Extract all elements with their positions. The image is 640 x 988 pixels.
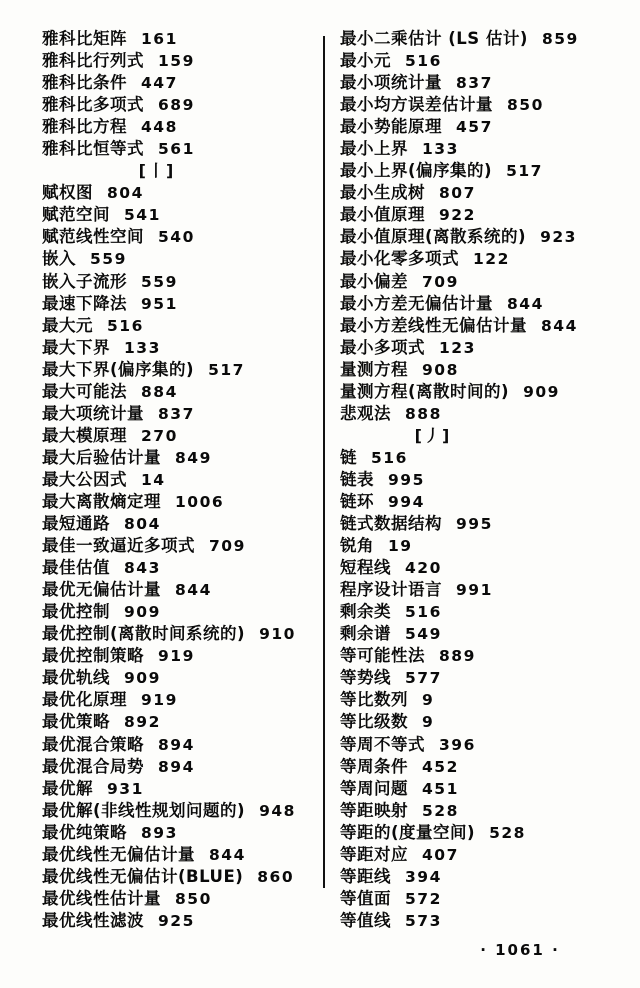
index-entry — [42, 557, 324, 579]
entry-page: 994 — [388, 492, 425, 511]
entry-term: 最小偏差 — [340, 271, 408, 291]
entry-term: 最小势能原理 — [340, 117, 442, 137]
entry-page: 931 — [107, 779, 144, 798]
entry-term: 最大元 — [42, 315, 93, 335]
entry-page: 849 — [175, 448, 212, 467]
entry-term: 赋范空间 — [42, 205, 110, 225]
entry-page: 541 — [124, 206, 161, 225]
entry-term: 等值面 — [340, 888, 391, 908]
index-entry — [340, 315, 622, 337]
entry-term: 最优策略 — [42, 712, 110, 732]
entry-page: 807 — [439, 184, 476, 203]
entry-term: 最小生成树 — [340, 183, 425, 203]
index-entry — [340, 116, 622, 138]
index-entry — [340, 734, 622, 756]
entry-term: 链表 — [340, 469, 374, 489]
index-entry — [340, 623, 622, 645]
entry-page: 850 — [507, 96, 544, 115]
index-entry — [42, 910, 324, 932]
entry-page: 572 — [405, 889, 442, 908]
entry-term: 等距对应 — [340, 844, 408, 864]
entry-page: 909 — [523, 382, 560, 401]
index-entry — [340, 381, 622, 403]
entry-term: 最优无偏估计量 — [42, 580, 161, 600]
index-entry — [340, 359, 622, 381]
index-entry — [42, 182, 324, 204]
entry-term: 最大后验估计量 — [42, 447, 161, 467]
index-entry — [42, 513, 324, 535]
entry-term: 最小值原理(离散系统的) — [340, 227, 527, 247]
index-entry — [340, 513, 622, 535]
entry-term: 等距映射 — [340, 800, 408, 820]
entry-term: 雅科比矩阵 — [42, 29, 127, 48]
index-entry — [42, 315, 324, 337]
entry-page: 804 — [124, 515, 161, 534]
entry-term: 量测方程 — [340, 359, 408, 379]
index-entry — [340, 822, 622, 844]
entry-page: 448 — [141, 118, 178, 137]
entry-term: 最优线性估计量 — [42, 888, 161, 908]
entry-term: 最优控制策略 — [42, 646, 144, 666]
entry-page: 528 — [489, 823, 526, 842]
index-entry — [340, 337, 622, 359]
entry-page: 844 — [541, 316, 578, 335]
entry-page: 517 — [506, 162, 543, 181]
entry-page: 844 — [209, 845, 246, 864]
index-entry — [42, 226, 324, 248]
entry-term: 链式数据结构 — [340, 514, 442, 534]
entry-page: 843 — [124, 559, 161, 578]
entry-page: 844 — [175, 581, 212, 600]
entry-term: 最小二乘估计 (LS 估计) — [340, 29, 528, 48]
index-entry — [42, 469, 324, 491]
index-entry — [340, 866, 622, 888]
entry-page: 549 — [405, 625, 442, 644]
entry-page: 919 — [158, 647, 195, 666]
index-entry — [42, 271, 324, 293]
index-entry — [340, 601, 622, 623]
entry-page: 919 — [141, 691, 178, 710]
entry-page: 837 — [456, 74, 493, 93]
entry-term: 最大离散熵定理 — [42, 491, 161, 511]
entry-term: 最大下界(偏序集的) — [42, 359, 195, 379]
entry-page: 991 — [456, 581, 493, 600]
entry-term: 最小上界 — [340, 139, 408, 159]
entry-page: 709 — [422, 272, 459, 291]
entry-term: 最小项统计量 — [340, 73, 442, 93]
entry-page: 709 — [209, 537, 246, 556]
entry-page: 516 — [405, 603, 442, 622]
index-entry — [42, 116, 324, 138]
entry-term: 等比级数 — [340, 712, 408, 732]
index-entry — [42, 359, 324, 381]
index-entry — [340, 645, 622, 667]
index-entry — [340, 271, 622, 293]
entry-term: 最优控制 — [42, 602, 110, 622]
index-entry — [42, 138, 324, 160]
entry-page: 9 — [422, 691, 435, 710]
index-entry — [42, 248, 324, 270]
entry-term: 等周问题 — [340, 778, 408, 798]
page-number: · 1061 · — [480, 941, 560, 959]
index-entry — [340, 138, 622, 160]
entry-term: 程序设计语言 — [340, 580, 442, 600]
entry-term: 最优控制(离散时间系统的) — [42, 624, 246, 644]
entry-term: 雅科比多项式 — [42, 95, 144, 115]
entry-term: 雅科比方程 — [42, 117, 127, 137]
entry-page: 517 — [208, 360, 245, 379]
entry-page: 888 — [405, 404, 442, 423]
entry-term: 最优轨线 — [42, 668, 110, 688]
entry-term: 等势线 — [340, 668, 391, 688]
entry-page: 447 — [141, 74, 178, 93]
entry-page: 1006 — [175, 492, 225, 511]
entry-term: 嵌入 — [42, 249, 76, 269]
index-entry — [42, 623, 324, 645]
index-entry — [42, 667, 324, 689]
entry-page: 14 — [141, 470, 166, 489]
index-entry — [340, 689, 622, 711]
index-entry — [340, 204, 622, 226]
index-entry — [42, 866, 324, 888]
index-entry — [340, 888, 622, 910]
index-entry — [42, 844, 324, 866]
entry-term: 赋权图 — [42, 183, 93, 203]
entry-page: 516 — [405, 52, 442, 71]
entry-term: 最小值原理 — [340, 205, 425, 225]
index-entry — [340, 28, 622, 50]
entry-page: 133 — [422, 140, 459, 159]
entry-page: 909 — [124, 603, 161, 622]
index-entry — [42, 734, 324, 756]
index-entry — [340, 557, 622, 579]
entry-page: 689 — [158, 96, 195, 115]
entry-page: 995 — [456, 515, 493, 534]
index-entry — [42, 645, 324, 667]
entry-term: 最优线性无偏估计(BLUE) — [42, 866, 244, 886]
entry-page: 909 — [124, 669, 161, 688]
index-entry — [340, 910, 622, 932]
index-column-right — [340, 28, 622, 932]
entry-page: 573 — [405, 911, 442, 930]
index-entry — [42, 491, 324, 513]
entry-page: 516 — [107, 316, 144, 335]
entry-term: 短程线 — [340, 558, 391, 578]
entry-page: 528 — [422, 801, 459, 820]
index-entry — [42, 28, 324, 50]
entry-term: 最小均方误差估计量 — [340, 95, 493, 115]
entry-page: 159 — [158, 52, 195, 71]
entry-page: 516 — [371, 448, 408, 467]
index-entry — [340, 447, 622, 469]
index-entry — [340, 94, 622, 116]
index-entry — [340, 579, 622, 601]
index-entry — [340, 778, 622, 800]
section-header: [丨] — [138, 161, 176, 181]
entry-page: 908 — [422, 360, 459, 379]
entry-page: 577 — [405, 669, 442, 688]
entry-term: 最速下降法 — [42, 293, 127, 313]
entry-term: 等周不等式 — [340, 734, 425, 754]
entry-page: 452 — [422, 757, 459, 776]
entry-page: 850 — [175, 889, 212, 908]
index-entry — [42, 50, 324, 72]
entry-page: 894 — [158, 735, 195, 754]
index-entry — [42, 689, 324, 711]
entry-page: 161 — [141, 30, 178, 48]
entry-page: 910 — [259, 625, 296, 644]
entry-page: 844 — [507, 294, 544, 313]
index-entry — [42, 535, 324, 557]
entry-term: 最大模原理 — [42, 425, 127, 445]
index-entry — [340, 226, 622, 248]
entry-term: 最优解(非线性规划问题的) — [42, 800, 246, 820]
entry-term: 最优线性无偏估计量 — [42, 844, 195, 864]
entry-term: 雅科比恒等式 — [42, 139, 144, 159]
index-entry — [340, 182, 622, 204]
entry-page: 420 — [405, 559, 442, 578]
entry-term: 链环 — [340, 491, 374, 511]
entry-term: 最大项统计量 — [42, 403, 144, 423]
index-entry — [42, 425, 324, 447]
entry-term: 等比数列 — [340, 690, 408, 710]
index-entry — [340, 535, 622, 557]
entry-term: 量测方程(离散时间的) — [340, 381, 510, 401]
index-column-left — [42, 28, 324, 932]
entry-term: 最小多项式 — [340, 337, 425, 357]
entry-page: 457 — [456, 118, 493, 137]
entry-term: 最优混合局势 — [42, 756, 144, 776]
entry-term: 最小方差线性无偏估计量 — [340, 315, 527, 335]
index-entry — [42, 888, 324, 910]
entry-page: 860 — [257, 867, 295, 886]
index-entry — [340, 403, 622, 425]
entry-term: 等可能性法 — [340, 646, 425, 666]
entry-page: 859 — [541, 30, 579, 48]
entry-term: 最大公因式 — [42, 469, 127, 489]
entry-page: 951 — [141, 294, 178, 313]
index-entry — [340, 844, 622, 866]
index-entry — [340, 160, 622, 182]
entry-page: 923 — [540, 228, 577, 247]
entry-term: 最大可能法 — [42, 381, 127, 401]
entry-term: 最优纯策略 — [42, 822, 127, 842]
index-entry — [42, 403, 324, 425]
entry-term: 雅科比行列式 — [42, 51, 144, 71]
index-entry — [340, 293, 622, 315]
entry-term: 锐角 — [340, 536, 374, 556]
entry-page: 396 — [439, 735, 476, 754]
entry-term: 等距的(度量空间) — [340, 822, 476, 842]
index-entry — [42, 381, 324, 403]
entry-term: 等距线 — [340, 866, 391, 886]
entry-term: 最优解 — [42, 778, 93, 798]
entry-term: 等值线 — [340, 910, 391, 930]
entry-term: 最优混合策略 — [42, 734, 144, 754]
index-entry — [340, 469, 622, 491]
entry-page: 19 — [388, 537, 413, 556]
entry-term: 最短通路 — [42, 514, 110, 534]
entry-term: 最大下界 — [42, 337, 110, 357]
index-entry — [42, 800, 324, 822]
index-entry — [42, 204, 324, 226]
entry-page: 394 — [405, 867, 442, 886]
index-entry — [340, 248, 622, 270]
entry-term: 链 — [340, 447, 357, 467]
index-entry — [340, 491, 622, 513]
entry-page: 948 — [259, 801, 296, 820]
entry-term: 嵌入子流形 — [42, 271, 127, 291]
index-entry — [42, 337, 324, 359]
index-entry — [340, 50, 622, 72]
entry-page: 925 — [158, 911, 195, 930]
entry-term: 剩余谱 — [340, 624, 391, 644]
index-entry — [42, 822, 324, 844]
index-entry — [340, 711, 622, 733]
entry-term: 最佳估值 — [42, 558, 110, 578]
entry-page: 894 — [158, 757, 195, 776]
index-entry — [42, 711, 324, 733]
entry-term: 剩余类 — [340, 602, 391, 622]
column-divider — [323, 36, 325, 888]
entry-page: 922 — [439, 206, 476, 225]
index-entry — [340, 756, 622, 778]
entry-page: 837 — [158, 404, 195, 423]
entry-page: 270 — [141, 426, 178, 445]
entry-term: 赋范线性空间 — [42, 227, 144, 247]
entry-term: 最优化原理 — [42, 690, 127, 710]
entry-page: 804 — [107, 184, 144, 203]
entry-page: 122 — [473, 250, 510, 269]
entry-page: 561 — [158, 140, 195, 159]
entry-page: 540 — [158, 228, 195, 247]
index-entry — [42, 778, 324, 800]
entry-page: 889 — [439, 647, 476, 666]
index-entry — [42, 293, 324, 315]
entry-term: 最佳一致逼近多项式 — [42, 536, 195, 556]
entry-page: 407 — [422, 845, 459, 864]
entry-page: 133 — [124, 338, 161, 357]
index-entry — [42, 72, 324, 94]
index-entry — [42, 579, 324, 601]
entry-page: 995 — [388, 470, 425, 489]
index-entry — [340, 800, 622, 822]
index-entry — [42, 94, 324, 116]
entry-term: 最小化零多项式 — [340, 249, 459, 269]
index-entry — [42, 756, 324, 778]
entry-term: 等周条件 — [340, 756, 408, 776]
entry-term: 悲观法 — [340, 403, 391, 423]
entry-page: 451 — [422, 779, 459, 798]
index-entry — [42, 447, 324, 469]
index-entry — [340, 72, 622, 94]
entry-term: 最小元 — [340, 51, 391, 71]
entry-page: 559 — [90, 250, 127, 269]
entry-term: 最小上界(偏序集的) — [340, 161, 493, 181]
index-entry — [340, 667, 622, 689]
index-entry — [42, 601, 324, 623]
entry-term: 雅科比条件 — [42, 73, 127, 93]
entry-page: 123 — [439, 338, 476, 357]
section-header: [丿] — [414, 425, 452, 445]
entry-page: 893 — [141, 823, 178, 842]
entry-page: 892 — [124, 713, 161, 732]
entry-page: 559 — [141, 272, 178, 291]
entry-term: 最优线性滤波 — [42, 910, 144, 930]
entry-term: 最小方差无偏估计量 — [340, 293, 493, 313]
entry-page: 9 — [422, 713, 435, 732]
entry-page: 884 — [141, 382, 178, 401]
